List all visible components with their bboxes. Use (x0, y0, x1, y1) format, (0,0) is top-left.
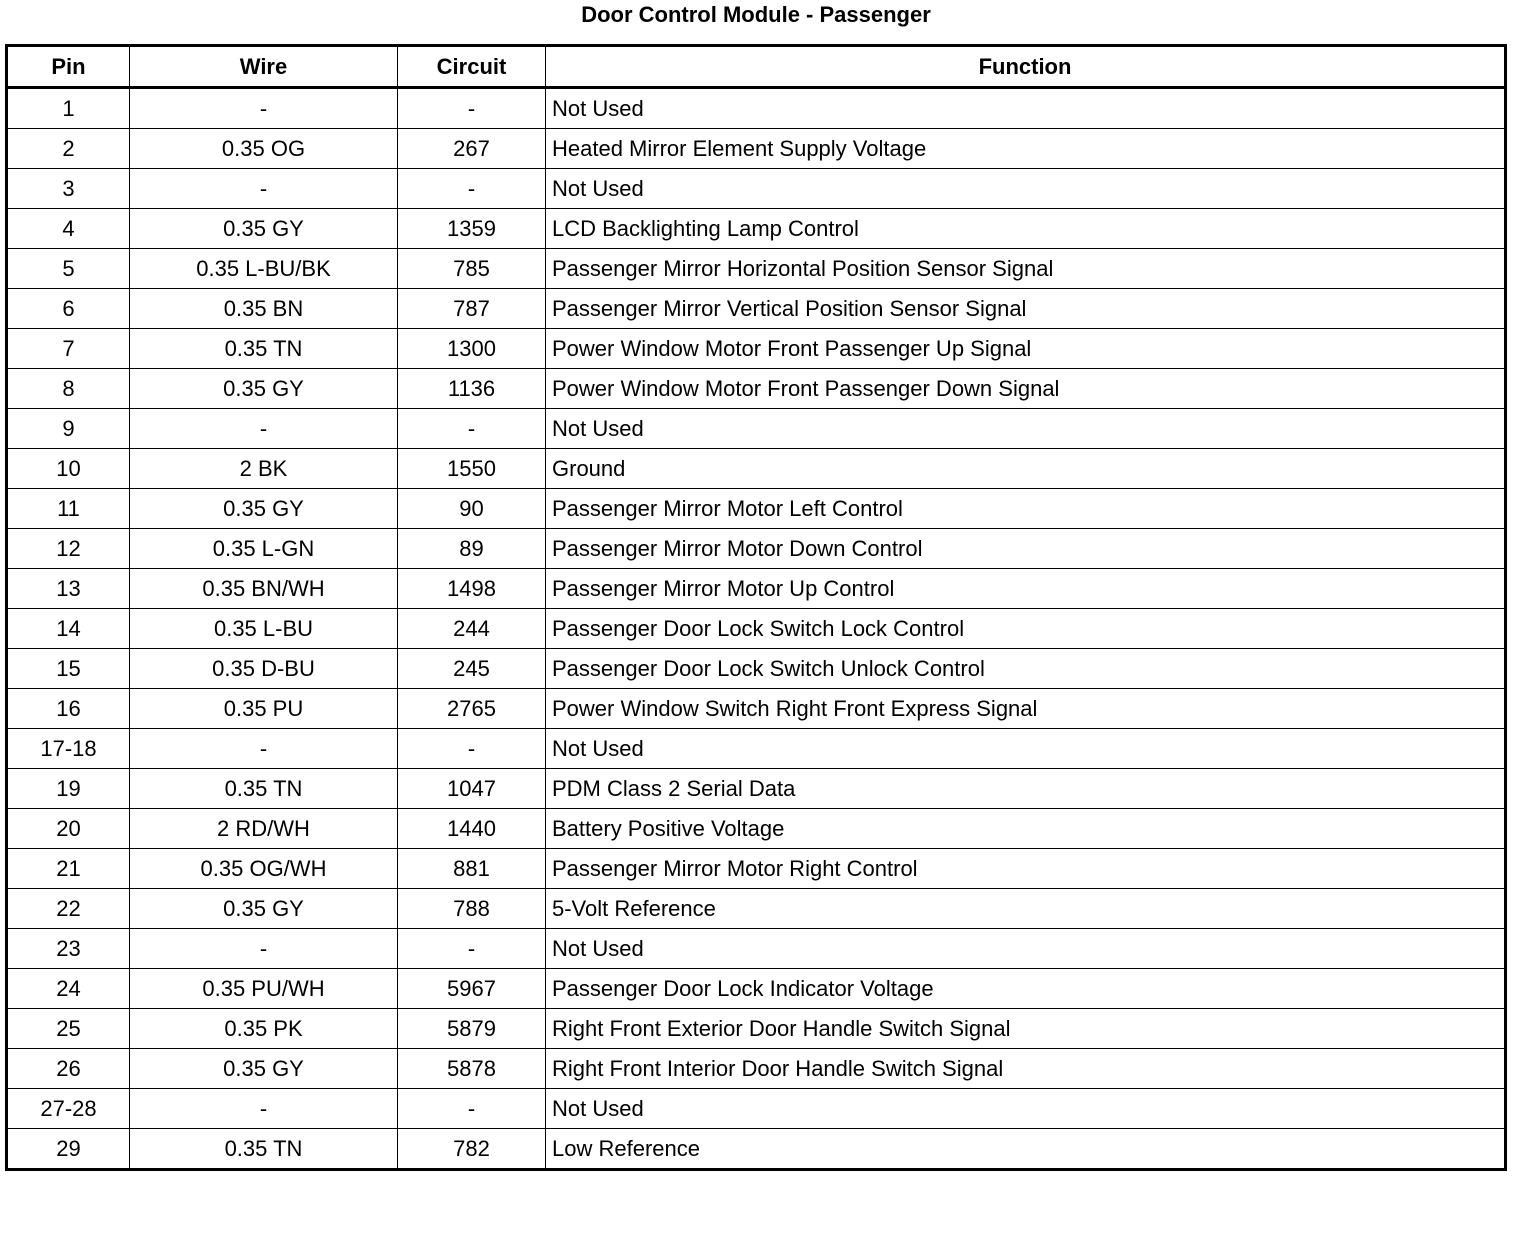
function-cell: Not Used (546, 729, 1506, 769)
column-header-pin: Pin (7, 46, 130, 88)
pin-cell: 7 (7, 329, 130, 369)
pin-cell: 4 (7, 209, 130, 249)
pin-cell: 22 (7, 889, 130, 929)
circuit-cell: 5878 (398, 1049, 546, 1089)
function-cell: Passenger Mirror Vertical Position Sensor Signal (546, 289, 1506, 329)
circuit-cell: 5879 (398, 1009, 546, 1049)
function-cell: Low Reference (546, 1129, 1506, 1170)
function-cell: Not Used (546, 88, 1506, 129)
table-row (7, 449, 1506, 489)
function-cell: Heated Mirror Element Supply Voltage (546, 129, 1506, 169)
wire-cell: - (130, 729, 398, 769)
function-cell: 5-Volt Reference (546, 889, 1506, 929)
table-row (7, 929, 1506, 969)
circuit-cell: 782 (398, 1129, 546, 1170)
function-cell: Ground (546, 449, 1506, 489)
wire-cell: 0.35 TN (130, 769, 398, 809)
function-cell: Right Front Interior Door Handle Switch Signal (546, 1049, 1506, 1089)
table-row (7, 569, 1506, 609)
pin-cell: 15 (7, 649, 130, 689)
wire-cell: 0.35 L-BU (130, 609, 398, 649)
table-row (7, 409, 1506, 449)
pin-cell: 20 (7, 809, 130, 849)
circuit-cell: 1300 (398, 329, 546, 369)
table-row (7, 529, 1506, 569)
table-row (7, 329, 1506, 369)
pin-cell: 21 (7, 849, 130, 889)
circuit-cell: 245 (398, 649, 546, 689)
wire-cell: - (130, 409, 398, 449)
wire-cell: 0.35 GY (130, 889, 398, 929)
circuit-cell: 1550 (398, 449, 546, 489)
pin-cell: 19 (7, 769, 130, 809)
circuit-cell: 1047 (398, 769, 546, 809)
wire-cell: 0.35 D-BU (130, 649, 398, 689)
pin-cell: 12 (7, 529, 130, 569)
table-row (7, 88, 1506, 129)
pin-cell: 24 (7, 969, 130, 1009)
column-header-wire: Wire (130, 46, 398, 88)
table-row (7, 1089, 1506, 1129)
function-cell: Not Used (546, 1089, 1506, 1129)
wire-cell: 0.35 PU/WH (130, 969, 398, 1009)
wire-cell: - (130, 1089, 398, 1129)
circuit-cell: 1359 (398, 209, 546, 249)
column-header-function: Function (546, 46, 1506, 88)
wire-cell: 0.35 OG/WH (130, 849, 398, 889)
circuit-cell: 89 (398, 529, 546, 569)
table-row (7, 209, 1506, 249)
pin-cell: 27-28 (7, 1089, 130, 1129)
function-cell: Passenger Mirror Motor Right Control (546, 849, 1506, 889)
wire-cell: 0.35 L-BU/BK (130, 249, 398, 289)
circuit-cell: - (398, 169, 546, 209)
table-row (7, 169, 1506, 209)
function-cell: PDM Class 2 Serial Data (546, 769, 1506, 809)
wire-cell: 0.35 PK (130, 1009, 398, 1049)
circuit-cell: 787 (398, 289, 546, 329)
table-row (7, 609, 1506, 649)
pin-cell: 5 (7, 249, 130, 289)
function-cell: Passenger Door Lock Switch Unlock Control (546, 649, 1506, 689)
table-row (7, 1009, 1506, 1049)
circuit-cell: - (398, 409, 546, 449)
table-row (7, 369, 1506, 409)
function-cell: Right Front Exterior Door Handle Switch Signal (546, 1009, 1506, 1049)
pin-cell: 25 (7, 1009, 130, 1049)
circuit-cell: - (398, 729, 546, 769)
pin-cell: 1 (7, 88, 130, 129)
pin-cell: 23 (7, 929, 130, 969)
column-header-circuit: Circuit (398, 46, 546, 88)
table-row (7, 769, 1506, 809)
circuit-cell: 788 (398, 889, 546, 929)
function-cell: Passenger Mirror Motor Up Control (546, 569, 1506, 609)
wire-cell: - (130, 169, 398, 209)
circuit-cell: - (398, 1089, 546, 1129)
function-cell: LCD Backlighting Lamp Control (546, 209, 1506, 249)
pin-cell: 6 (7, 289, 130, 329)
table-row (7, 649, 1506, 689)
function-cell: Not Used (546, 169, 1506, 209)
page-title: Door Control Module - Passenger (581, 2, 931, 27)
circuit-cell: 1498 (398, 569, 546, 609)
pin-cell: 13 (7, 569, 130, 609)
pin-cell: 9 (7, 409, 130, 449)
function-cell: Power Window Switch Right Front Express Signal (546, 689, 1506, 729)
table-row (7, 489, 1506, 529)
pin-cell: 11 (7, 489, 130, 529)
wire-cell: 0.35 GY (130, 209, 398, 249)
table-row (7, 809, 1506, 849)
function-cell: Passenger Mirror Horizontal Position Sensor Signal (546, 249, 1506, 289)
pin-cell: 3 (7, 169, 130, 209)
wire-cell: 0.35 BN/WH (130, 569, 398, 609)
table-header (7, 46, 1506, 88)
wire-cell: 0.35 L-GN (130, 529, 398, 569)
function-cell: Passenger Door Lock Switch Lock Control (546, 609, 1506, 649)
circuit-cell: 267 (398, 129, 546, 169)
function-cell: Not Used (546, 929, 1506, 969)
wire-cell: 0.35 TN (130, 329, 398, 369)
circuit-cell: 90 (398, 489, 546, 529)
circuit-cell: 785 (398, 249, 546, 289)
circuit-cell: 1440 (398, 809, 546, 849)
table-row (7, 1049, 1506, 1089)
wire-cell: - (130, 929, 398, 969)
function-cell: Battery Positive Voltage (546, 809, 1506, 849)
circuit-cell: 244 (398, 609, 546, 649)
circuit-cell: 881 (398, 849, 546, 889)
pin-cell: 16 (7, 689, 130, 729)
function-cell: Not Used (546, 409, 1506, 449)
pin-cell: 8 (7, 369, 130, 409)
wire-cell: 0.35 OG (130, 129, 398, 169)
wire-cell: 2 BK (130, 449, 398, 489)
circuit-cell: 2765 (398, 689, 546, 729)
pin-cell: 26 (7, 1049, 130, 1089)
circuit-cell: 1136 (398, 369, 546, 409)
pin-cell: 10 (7, 449, 130, 489)
wire-cell: - (130, 88, 398, 129)
header-row (7, 46, 1506, 88)
table-row (7, 969, 1506, 1009)
table-row (7, 729, 1506, 769)
wire-cell: 0.35 PU (130, 689, 398, 729)
function-cell: Passenger Mirror Motor Left Control (546, 489, 1506, 529)
table-row (7, 289, 1506, 329)
wire-cell: 0.35 TN (130, 1129, 398, 1170)
function-cell: Passenger Door Lock Indicator Voltage (546, 969, 1506, 1009)
function-cell: Power Window Motor Front Passenger Down Signal (546, 369, 1506, 409)
circuit-cell: - (398, 88, 546, 129)
table-body (7, 88, 1506, 1170)
wire-cell: 0.35 BN (130, 289, 398, 329)
pin-cell: 17-18 (7, 729, 130, 769)
table-row (7, 889, 1506, 929)
pin-cell: 14 (7, 609, 130, 649)
circuit-cell: 5967 (398, 969, 546, 1009)
pin-cell: 2 (7, 129, 130, 169)
table-row (7, 689, 1506, 729)
function-cell: Power Window Motor Front Passenger Up Signal (546, 329, 1506, 369)
table-row (7, 1129, 1506, 1170)
pin-cell: 29 (7, 1129, 130, 1170)
table-row (7, 849, 1506, 889)
table-row (7, 129, 1506, 169)
wire-cell: 0.35 GY (130, 1049, 398, 1089)
wire-cell: 0.35 GY (130, 369, 398, 409)
table-row (7, 249, 1506, 289)
wire-cell: 0.35 GY (130, 489, 398, 529)
circuit-cell: - (398, 929, 546, 969)
wire-cell: 2 RD/WH (130, 809, 398, 849)
function-cell: Passenger Mirror Motor Down Control (546, 529, 1506, 569)
pinout-table (5, 44, 1507, 1171)
